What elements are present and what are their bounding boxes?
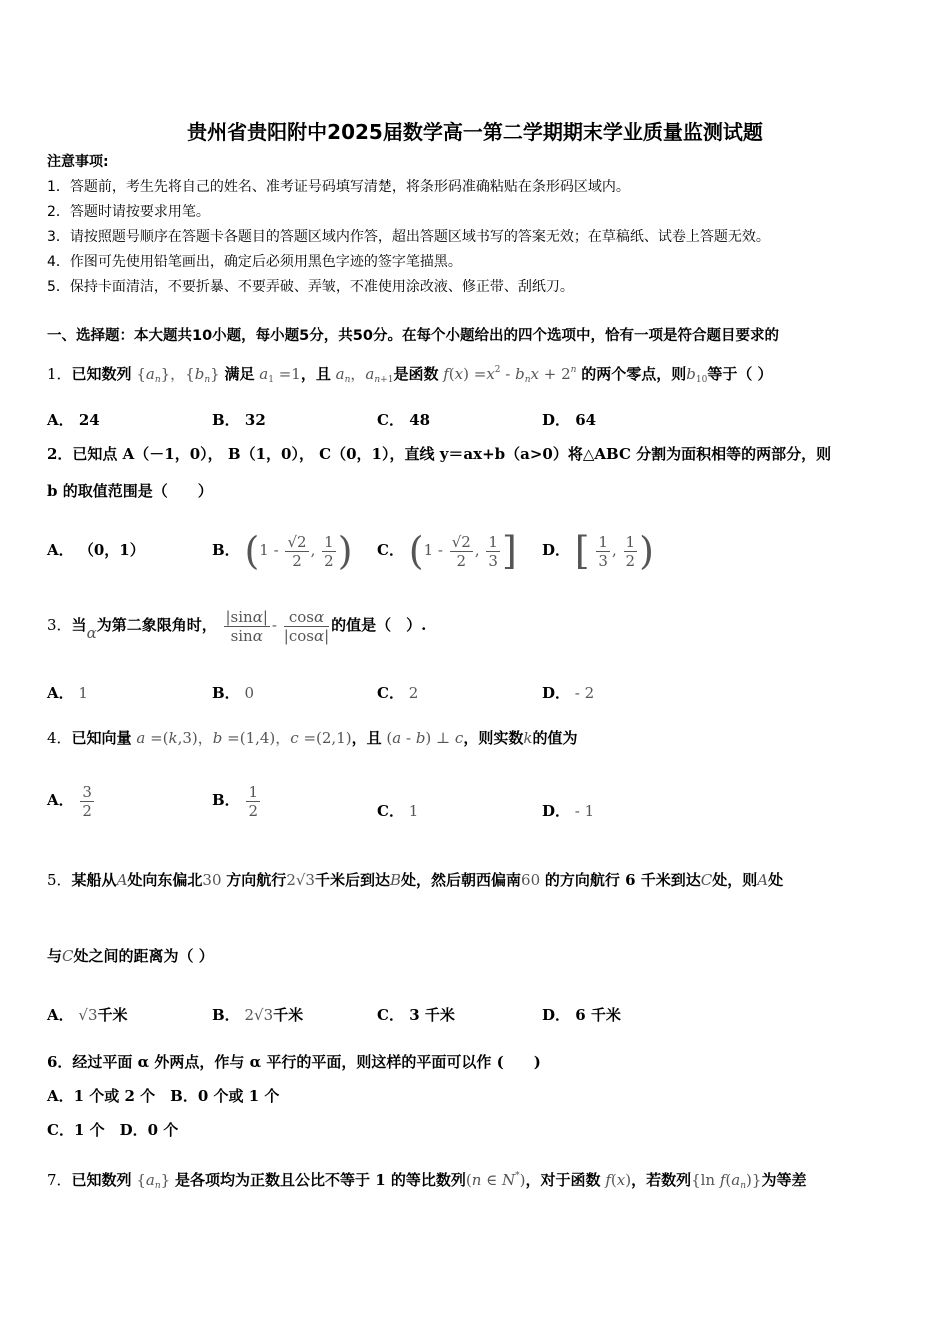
- q1-option-a[interactable]: A． 24: [47, 411, 100, 429]
- q1-text: 的两个零点，则: [581, 365, 687, 383]
- q1-function-formula: $f(x) =x^2 - b_nx + 2^n$: [443, 365, 577, 385]
- q5-text: 处之间的距离为（ ）: [73, 947, 214, 965]
- q4-number: 4．: [47, 729, 72, 747]
- q1-option-d[interactable]: D． 64: [542, 411, 597, 429]
- notice-item: 5．保持卡面清洁，不要折暴、不要弄破、弄皱，不准使用涂改液、修正带、刮纸刀。: [47, 279, 574, 295]
- q4-text: ，则实数: [463, 729, 524, 747]
- question-4: 4．已知向量 a =(k,3)，b =(1,4)，c =(2,1)，且 (a - b) ⊥ c，则实数k的值为: [47, 729, 578, 747]
- question-5: 5．某船从A处向东偏北30 方向航行2√3千米后到达B处，然后朝西偏南60 的方向航行 6 千米到达C处，则A处: [47, 871, 784, 889]
- q3-number: 3．: [47, 616, 72, 634]
- q5-option-c[interactable]: C． 3 千米: [377, 1006, 455, 1024]
- q4-option-b[interactable]: B． $\frac{1}{2}$: [212, 782, 259, 820]
- notice-item: 4．作图可先使用铅笔画出，确定后必须用黑色字迹的签字笔描黑。: [47, 254, 462, 270]
- q5-number: 5．: [47, 871, 72, 889]
- q1-text: 等于（ ）: [707, 365, 773, 383]
- q6-options-cd[interactable]: C．1 个 D．0 个: [47, 1121, 179, 1139]
- q5-text: 处，则: [712, 871, 758, 889]
- q2-option-d[interactable]: D． [ $\frac{1}{3}$ , $\frac{1}{2}$ ): [542, 529, 654, 573]
- q6-stem: 6．经过平面 α 外两点，作与 α 平行的平面，则这样的平面可以作 ( ): [47, 1053, 541, 1071]
- q6-options-ab[interactable]: A．1 个或 2 个 B．0 个或 1 个: [47, 1087, 280, 1105]
- q3-frac-1: $\frac{|\sin\alpha|}{\sin\alpha}$: [225, 607, 268, 645]
- q4-option-c[interactable]: C． 1: [377, 802, 419, 820]
- q4-text: 已知向量: [71, 729, 132, 747]
- q7-text: 为等差: [761, 1171, 807, 1189]
- notice-item: 3．请按照题号顺序在答题卡各题目的答题区域内作答，超出答题区域书写的答案无效；在草稿纸、试卷上答题无效。: [47, 229, 770, 245]
- q7-text: ，若数列: [631, 1171, 692, 1189]
- q7-text: 是各项均为正数且公比不等于 1 的等比数列: [174, 1171, 466, 1189]
- q5-text: 处向东偏北: [127, 871, 203, 889]
- q1-text: 已知数列: [71, 365, 132, 383]
- question-1: [47, 360, 773, 390]
- notice-item: 2．答题时请按要求用笔。: [47, 204, 210, 220]
- q1-text: 满足: [224, 365, 255, 383]
- q1-text: 是函数: [393, 365, 439, 383]
- q2-option-a[interactable]: A． （0，1）: [47, 541, 145, 559]
- q1-b10-formula: $b_{10}$: [686, 365, 708, 385]
- q5-stem-line2: 与C处之间的距离为（ ）: [47, 947, 214, 965]
- q1-text: ，且: [300, 365, 331, 383]
- q5-text: 方向航行: [226, 871, 287, 889]
- q1-option-b[interactable]: B． 32: [212, 411, 266, 429]
- page-title: 贵州省贵阳附中2025届数学高一第二学期期末学业质量监测试题: [187, 120, 763, 144]
- q5-option-d[interactable]: D． 6 千米: [542, 1006, 621, 1024]
- q1-terms-formula: $a_n$，$a_{n+1}$: [335, 365, 394, 385]
- q4-vectors-formula: a =(k,3)，b =(1,4)，c =(2,1): [136, 729, 352, 747]
- q4-text: ，且: [351, 729, 382, 747]
- q2-stem-line1: 2．已知点 A（－1，0）， B（1，0）， C（0，1），直线 y＝ax+b（a>0）将△ABC 分割为面积相等的两部分，则: [47, 445, 832, 463]
- question-3: 3．当α为第二象限角时， $\frac{|\sin\alpha|}{\sin\alpha}$ - $\frac{\cos\alpha}{|\cos\alpha|}$ 的值是（ ）.: [47, 607, 427, 645]
- q1-number: 1．: [47, 365, 72, 383]
- question-7: 7．已知数列 $\{a_n\}$ 是各项均为正数且公比不等于 1 的等比数列(n ∈ N*)，对于函数 f(x)，若数列{ln $f(a_n)$}为等差: [47, 1171, 807, 1191]
- q7-text: ，对于函数: [525, 1171, 601, 1189]
- q3-frac-2: $\frac{\cos\alpha}{|\cos\alpha|}$: [283, 607, 330, 645]
- q5-option-b[interactable]: B． 2√3千米: [212, 1006, 304, 1024]
- q3-option-d[interactable]: D． - 2: [542, 684, 595, 702]
- notice-item: 1．答题前，考生先将自己的姓名、准考证号码填写清楚，将条形码准确粘贴在条形码区域内。: [47, 179, 630, 195]
- q5-text: 某船从: [71, 871, 117, 889]
- q4-perp-formula: (a - b) ⊥ c: [386, 729, 464, 747]
- q3-text: 的值是（ ）.: [331, 616, 427, 634]
- q4-text: 的值为: [532, 729, 578, 747]
- q2-option-b[interactable]: B． (1 - $\frac{√2}{2}$ , $\frac{1}{2}$ ): [212, 529, 353, 573]
- q5-text: 处，然后朝西偏南: [401, 871, 522, 889]
- notice-heading: 注意事项:: [47, 154, 109, 170]
- q3-text: 为第二象限角时，: [96, 616, 217, 634]
- q3-option-c[interactable]: C． 2: [377, 684, 419, 702]
- q2-stem-line2: b 的取值范围是（ ）: [47, 482, 213, 500]
- q3-option-b[interactable]: B． 0: [212, 684, 255, 702]
- q4-option-d[interactable]: D． - 1: [542, 802, 595, 820]
- q5-option-a[interactable]: A． √3千米: [47, 1006, 128, 1024]
- section-heading: 一、选择题：本大题共10小题，每小题5分，共50分。在每个小题给出的四个选项中，恰有一项是符合题目要求的: [47, 328, 779, 344]
- q5-text: 的方向航行 6 千米到达: [544, 871, 701, 889]
- q5-text: 与: [47, 947, 63, 965]
- q7-text: 已知数列: [71, 1171, 132, 1189]
- q3-option-a[interactable]: A． 1: [47, 684, 88, 702]
- q1-seq-formula: $\{a_n\}$，$\{b_n\}$: [136, 365, 220, 385]
- q4-option-a[interactable]: A． $\frac{3}{2}$: [47, 782, 92, 820]
- q5-text: 千米后到达: [314, 871, 390, 889]
- q7-number: 7．: [47, 1171, 72, 1189]
- q1-init-formula: $a_1 =1$: [259, 365, 301, 385]
- q1-option-c[interactable]: C． 48: [377, 411, 431, 429]
- q5-text: 处: [768, 871, 784, 889]
- q3-text: 当: [71, 616, 87, 634]
- q2-option-c[interactable]: C． (1 - $\frac{√2}{2}$ , $\frac{1}{3}$ ]: [377, 529, 517, 573]
